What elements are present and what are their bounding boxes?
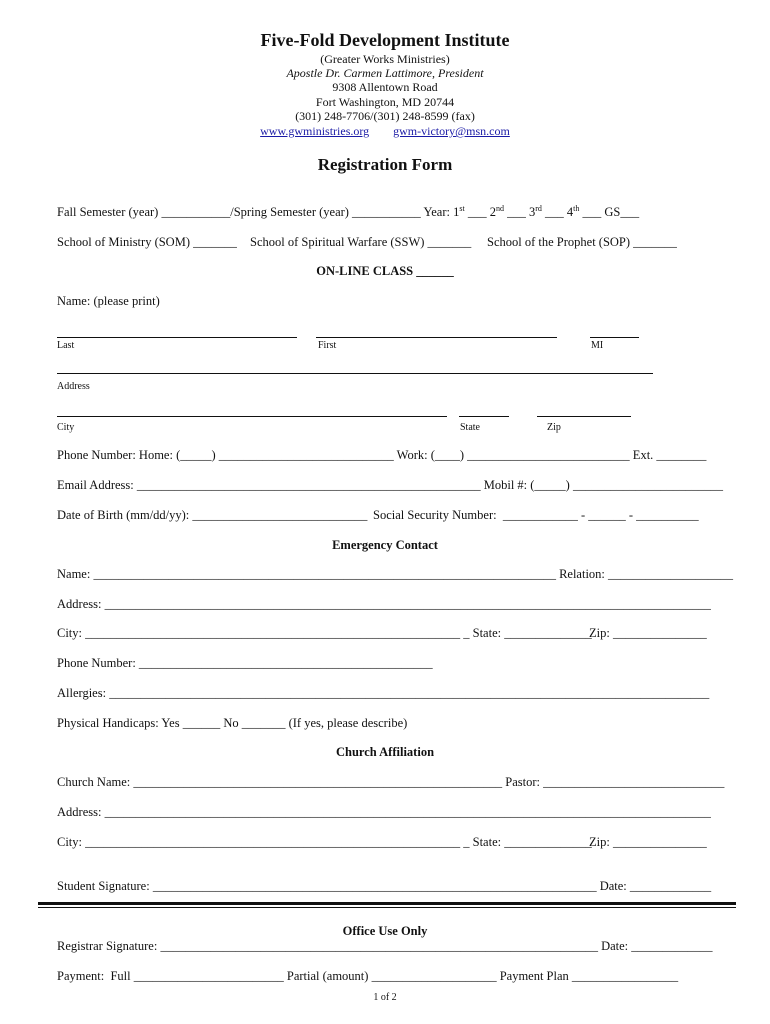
- first-label: First: [318, 340, 337, 351]
- name-prompt: Name: (please print): [57, 294, 160, 308]
- school-ssw[interactable]: School of Spiritual Warfare (SSW) _______: [250, 235, 472, 249]
- ordinal-4: th: [573, 204, 580, 213]
- last-label: Last: [57, 340, 75, 351]
- semester-text-5: ___ GS___: [579, 205, 640, 220]
- church-name-line[interactable]: Church Name: ___________________________________________________________ Pastor: _____________________________: [57, 775, 725, 789]
- website-link[interactable]: www.gwministries.org: [260, 124, 370, 138]
- address-label: Address: [57, 381, 90, 392]
- registrar-signature-line[interactable]: Registrar Signature: ______________________________________________________________________ Date: _____________: [57, 939, 713, 953]
- online-class-line[interactable]: ON-LINE CLASS ______: [316, 264, 454, 278]
- student-signature-line[interactable]: Student Signature: _______________________________________________________________________ Date: _____________: [57, 879, 712, 893]
- ordinal-2: nd: [495, 204, 504, 213]
- email-mobile-line[interactable]: Email Address: _______________________________________________________ Mobil #: (_____) ________________________: [57, 478, 723, 492]
- ministry-subtitle: (Greater Works Ministries): [320, 52, 450, 66]
- phone-number-line[interactable]: Phone Number: Home: (_____) ____________________________ Work: (____) __________________________ Ext. ________: [57, 448, 707, 462]
- separator-thick: [38, 902, 736, 905]
- president-line: Apostle Dr. Carmen Lattimore, President: [286, 66, 484, 80]
- contact-links: [0, 124, 770, 139]
- zip-line[interactable]: [537, 416, 631, 417]
- mi-line[interactable]: [590, 337, 639, 338]
- dob-line[interactable]: Date of Birth (mm/dd/yy): ____________________________: [57, 508, 368, 522]
- city-line[interactable]: [57, 416, 447, 417]
- school-sop[interactable]: School of the Prophet (SOP) _______: [487, 235, 677, 249]
- page-number: 1 of 2: [373, 992, 397, 1003]
- emergency-address-line[interactable]: Address: _________________________________________________________________________________________________: [57, 597, 711, 611]
- emergency-contact-heading: Emergency Contact: [332, 538, 438, 552]
- allergies-line[interactable]: Allergies: ________________________________________________________________________________________________: [57, 686, 710, 700]
- semester-text-2: ___ 2: [464, 205, 496, 220]
- payment-line[interactable]: Payment: Full ________________________ Partial (amount) ____________________ Payment Plan _________________: [57, 969, 679, 983]
- office-use-heading: Office Use Only: [342, 924, 428, 938]
- emergency-city-state-line[interactable]: City: ____________________________________________________________ _ State: ______________: [57, 626, 592, 640]
- street-address: 9308 Allentown Road: [332, 80, 438, 94]
- form-title: Registration Form: [317, 155, 453, 174]
- school-som[interactable]: School of Ministry (SOM) _______: [57, 235, 237, 249]
- city-state-zip: Fort Washington, MD 20744: [315, 95, 455, 109]
- state-line[interactable]: [459, 416, 509, 417]
- emergency-zip-line[interactable]: Zip: _______________: [589, 626, 707, 640]
- last-name-line[interactable]: [57, 337, 297, 338]
- church-affiliation-heading: Church Affiliation: [335, 745, 435, 759]
- emergency-name-line[interactable]: Name: __________________________________________________________________________ Relation: ____________________: [57, 567, 734, 581]
- church-city-state-line[interactable]: City: ____________________________________________________________ _ State: ______________: [57, 835, 592, 849]
- church-address-line[interactable]: Address: _________________________________________________________________________________________________: [57, 805, 711, 819]
- institute-title: Five-Fold Development Institute: [260, 30, 510, 50]
- phone-fax-line: (301) 248-7706/(301) 248-8599 (fax): [295, 109, 475, 123]
- semester-text-3: ___ 3: [503, 205, 536, 220]
- email-link[interactable]: gwm-victory@msn.com: [393, 124, 510, 138]
- semester-text-1: Fall Semester (year) ___________/Spring Semester (year) ___________ Year: 1: [57, 205, 460, 220]
- first-name-line[interactable]: [316, 337, 557, 338]
- zip-label: Zip: [547, 422, 561, 433]
- church-zip-line[interactable]: Zip: _______________: [589, 835, 707, 849]
- mi-label: MI: [591, 340, 604, 351]
- ordinal-1: st: [459, 204, 465, 213]
- semester-year-line[interactable]: [57, 204, 639, 220]
- physical-handicaps-line[interactable]: Physical Handicaps: Yes ______ No _______ (If yes, please describe): [57, 716, 408, 730]
- ordinal-3: rd: [535, 204, 542, 213]
- emergency-phone-line[interactable]: Phone Number: _______________________________________________: [57, 656, 433, 670]
- ssn-line[interactable]: Social Security Number: ____________ - ______ - __________: [373, 508, 699, 522]
- separator-thin: [38, 907, 736, 908]
- semester-text-4: ___ 4: [541, 205, 574, 220]
- address-line[interactable]: [57, 373, 653, 374]
- state-label: State: [460, 422, 480, 433]
- city-label: City: [57, 422, 75, 433]
